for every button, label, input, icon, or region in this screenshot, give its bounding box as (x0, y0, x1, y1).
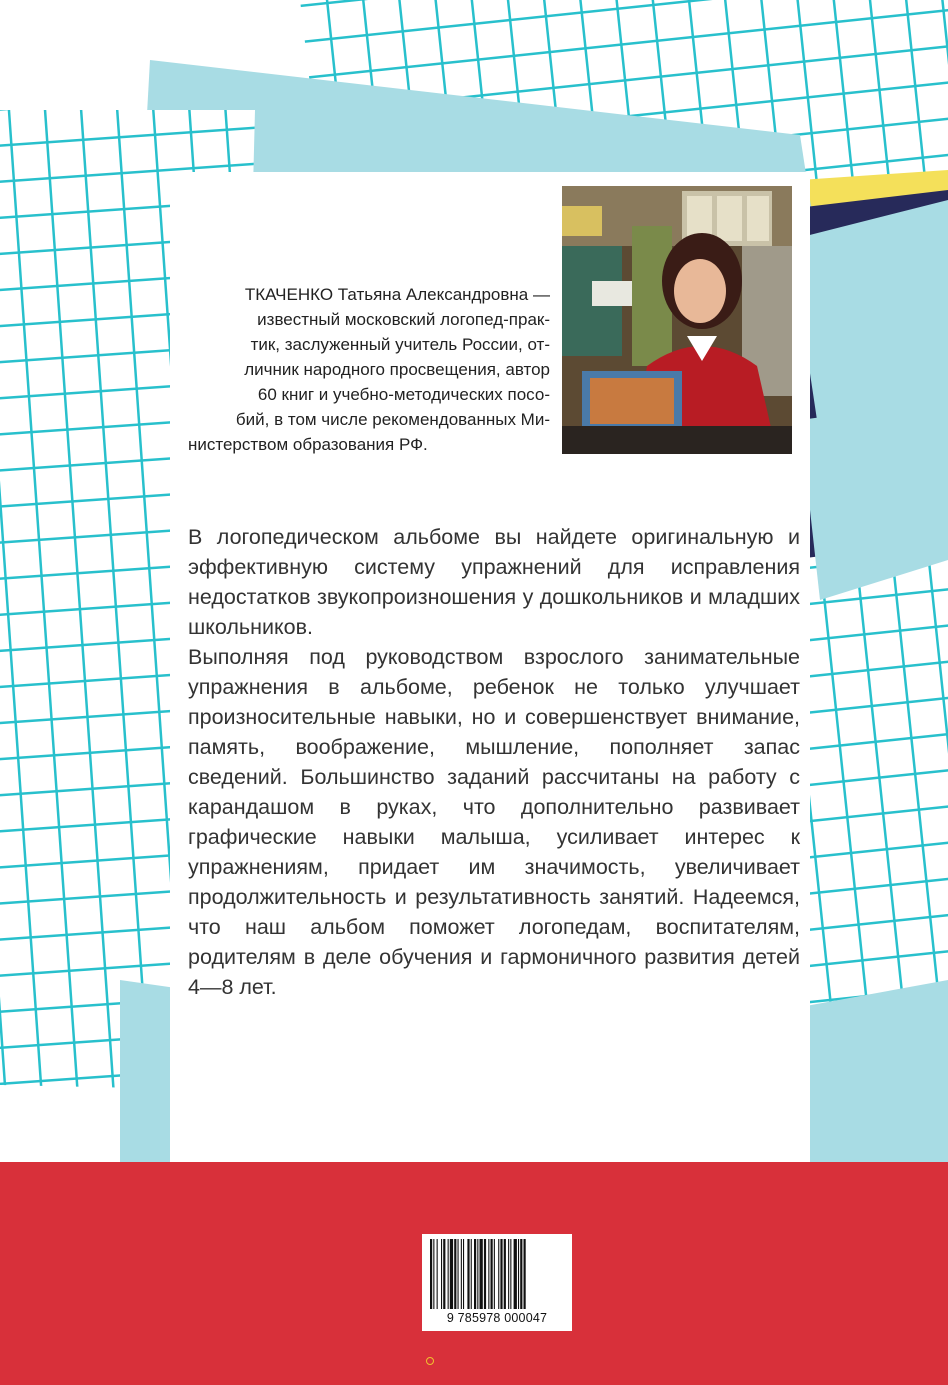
bio-line: личник народного просвещения, автор (244, 360, 550, 379)
bio-line: нистерством образования РФ. (188, 435, 428, 454)
description-paragraph-1: В логопедическом альбоме вы найдете оригинальную и эффективную систему упражнений для исправления недостатков звукопроизношения у дошкольников и младших школьников. (188, 525, 800, 639)
isbn-number: 9 785978 000047 (446, 1311, 548, 1325)
barcode-icon (422, 1234, 572, 1331)
description-paragraph-2: Выполняя под руководством взрослого занимательные упражнения в альбоме, ребенок не только улучшает произносительные навыки, но и совершенствует внимание, память, воображение, мышление, пополняет запас сведений. Большинство заданий рассчитаны на работу с карандашом в руках, что дополнительно развивает графические навыки малыша, усиливает интерес к упражнениям, придает им значимость, увеличивает продолжительность и результативность занятий. Надеемся, что наш альбом поможет логопедам, воспитателям, родителям в деле обучения и гармоничного развития детей 4—8 лет. (188, 645, 800, 999)
bio-line: тик, заслуженный учитель России, от- (250, 335, 550, 354)
book-description (188, 522, 800, 1002)
dot-icon (426, 1357, 434, 1365)
author-bio (188, 282, 550, 457)
bio-line: известный московский логопед-прак- (257, 310, 550, 329)
bio-line: бий, в том числе рекомендованных Ми- (235, 410, 550, 429)
author-portrait-photo (562, 186, 792, 454)
author-name: ТКАЧЕНКО Татьяна Александровна — (244, 285, 550, 304)
bio-line: 60 книг и учебно-методических посо- (257, 385, 550, 404)
